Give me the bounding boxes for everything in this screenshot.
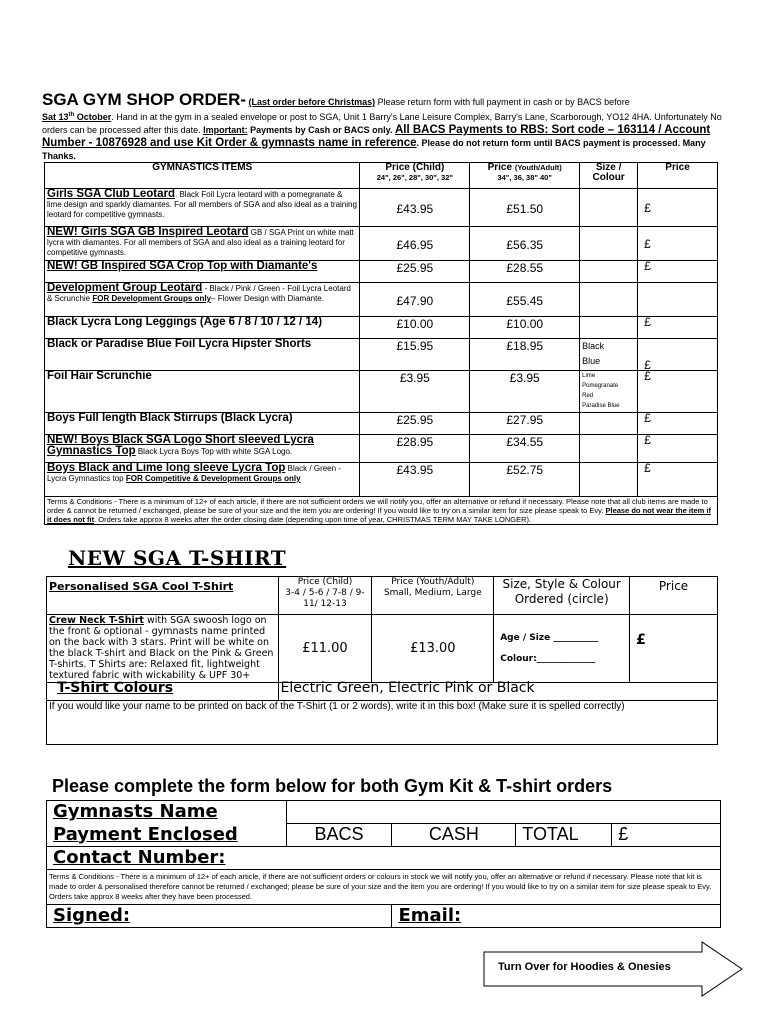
- tshirt-price-input[interactable]: £: [630, 615, 718, 683]
- tshirt-item-name: Personalised SGA Cool T-Shirt: [47, 577, 279, 615]
- tshirt-youth-head: Price (Youth/Adult) Small, Medium, Large: [372, 577, 494, 615]
- tshirt-size-head: Size, Style & Colour Ordered (circle): [494, 577, 630, 615]
- tshirt-price-head: Price: [630, 577, 718, 615]
- table-row: Black Lycra Long Leggings (Age 6 / 8 / 10 / 12 / 14) £10.00 £10.00 £: [45, 317, 718, 339]
- col-items: GYMNASTICS ITEMS: [45, 163, 360, 189]
- size-input[interactable]: Lime Pomegranate Red Paradise Blue: [580, 371, 638, 413]
- bacs-note: . Please do not return form until BACS payment is processed. Many Thanks.: [42, 138, 706, 161]
- page-title: SGA GYM SHOP ORDER-: [42, 90, 247, 109]
- price-input[interactable]: £: [638, 227, 718, 261]
- price-input[interactable]: £: [638, 261, 718, 283]
- order-form: [46, 800, 721, 928]
- email-field[interactable]: Email:: [392, 905, 721, 928]
- important-label: Important:: [203, 125, 248, 135]
- table-row: Girls SGA Club Leotard. Black Foil Lycra leotard with a pomegranate & lime design and sparkly diamantes. For all members of SGA and also ideal as a training leotard for competitive gymnasts. £43.95 £51.50 £: [45, 189, 718, 227]
- tshirt-size-input[interactable]: Age / Size __________ Colour:_____________: [494, 615, 630, 683]
- table-row: Boys Black and Lime long sleeve Lycra Top Black / Green - Lycra Gymnastics top FOR Competitive & Development Groups only £43.95 £52.75 £: [45, 463, 718, 497]
- order-header: [42, 90, 742, 163]
- form-terms: Terms & Conditions - There is a minimum of 12+ of each article, if there are not sufficient orders or colours in stock we will notify you, offer an alternative or refund if necessary. Please note that kit is made to order & personalised therefore cannot be returned / exchanged; please be sure of your size and the item you are ordering! If you would like to try on a similar item for size please speak to Evy. Orders take approx 8 weeks after they have been processed.: [47, 870, 721, 905]
- price-input[interactable]: £: [638, 317, 718, 339]
- cash-option[interactable]: CASH: [392, 824, 516, 847]
- tshirt-colours: Electric Green, Electric Pink or Black: [278, 683, 717, 701]
- bank-details: All BACS Payments to RBS: Sort code – 163114 / Account Number - 10876928 and use Kit Order & gymnasts name in reference: [42, 124, 711, 149]
- size-input[interactable]: [580, 283, 638, 317]
- deadline-date: Sat 13th October: [42, 112, 112, 122]
- price-input[interactable]: [638, 283, 718, 317]
- table-row: Black or Paradise Blue Foil Lycra Hipster Shorts £15.95 £18.95 Black Blue £: [45, 339, 718, 371]
- table-row: NEW! Boys Black SGA Logo Short sleeved Lycra Gymnastics Top Black Lycra Boys Top with white SGA Logo. £28.95 £34.55 £: [45, 435, 718, 463]
- form-heading: Please complete the form below for both Gym Kit & T-shirt orders: [52, 776, 613, 796]
- price-input[interactable]: £: [638, 435, 718, 463]
- table-row: NEW! Girls SGA GB Inspired Leotard GB / SGA Print on white matt lycra with diamantes. For all members of SGA and also ideal as a training leotard for competitive gymnasts. £46.95 £56.35 £: [45, 227, 718, 261]
- table-row: Development Group Leotard - Black / Pink / Green - Foil Lycra Leotard & Scrunchie FOR Development Groups only– Flower Design with Diamante. £47.90 £55.45: [45, 283, 718, 317]
- total-label: TOTAL: [516, 824, 612, 847]
- table-row: Boys Full length Black Stirrups (Black Lycra) £25.95 £27.95 £: [45, 413, 718, 435]
- col-child: Price (Child) 24", 26", 28", 30", 32": [360, 163, 470, 189]
- size-input[interactable]: [580, 317, 638, 339]
- tshirt-title: NEW SGA T-SHIRT: [68, 546, 287, 570]
- col-size: Size / Colour: [580, 163, 638, 189]
- price-input[interactable]: £: [638, 371, 718, 413]
- delivery-text: . Hand in at the gym in a sealed envelope or post to SGA, Unit 1 Barry's Lane Leisure Complex, Barry's Lane, Scarborough, YO12 4HA. Unfortunately No orders can be processed after this date.: [42, 112, 722, 135]
- contact-number-field[interactable]: Contact Number:: [47, 847, 721, 870]
- tshirt-child-head: Price (Child) 3-4 / 5-6 / 7-8 / 9-11/ 12-13: [278, 577, 372, 615]
- last-order-note: (Last order before Christmas): [248, 97, 376, 107]
- size-input[interactable]: [580, 227, 638, 261]
- col-youth: Price (Youth/Adult) 34", 36, 38" 40": [470, 163, 580, 189]
- col-price: Price: [638, 163, 718, 189]
- gymnast-name-field[interactable]: [286, 801, 720, 824]
- size-input[interactable]: [580, 413, 638, 435]
- tshirt-youth-price: £13.00: [372, 615, 494, 683]
- size-input[interactable]: [580, 463, 638, 497]
- signed-field[interactable]: Signed:: [47, 905, 392, 928]
- total-field[interactable]: £: [612, 824, 721, 847]
- terms-conditions: Terms & Conditions - There is a minimum of 12+ of each article, if there are not sufficient orders we will notify you, offer an alternative or refund if necessary. Please note that all club items are made to order & cannot be returned / exchanged, please be sure of your size and the item you are ordering! If you would like to try on a similar item for size please speak to Evy. Please do not wear the item if it does not fit. Orders take approx 8 weeks after the order closing date (depending upon time of year, CHRISTMAS TERM MAY TAKE LONGER).: [45, 497, 718, 525]
- price-input[interactable]: £: [638, 413, 718, 435]
- payments-note: Payments by Cash or BACS only.: [247, 125, 395, 135]
- price-input[interactable]: £: [638, 463, 718, 497]
- name-print-box[interactable]: If you would like your name to be printed on back of the T-Shirt (1 or 2 words), write it in this box! (Make sure it is spelled correctly): [47, 701, 718, 745]
- gymnastics-items-table: [44, 162, 718, 525]
- price-input[interactable]: £: [638, 189, 718, 227]
- payment-label: Payment Enclosed: [47, 824, 287, 847]
- tshirt-colours-label: T-Shirt Colours: [47, 683, 279, 701]
- turn-over-arrow: [482, 940, 744, 998]
- table-row: Foil Hair Scrunchie £3.95 £3.95 Lime Pomegranate Red Paradise Blue £: [45, 371, 718, 413]
- turn-over-text: Turn Over for Hoodies & Onesies: [498, 961, 671, 973]
- size-input[interactable]: [580, 435, 638, 463]
- size-input[interactable]: Black Blue: [580, 339, 638, 371]
- intro-text: Please return form with full payment in cash or by BACS before: [375, 97, 630, 107]
- size-input[interactable]: [580, 189, 638, 227]
- bacs-option[interactable]: BACS: [286, 824, 392, 847]
- tshirt-table: [46, 576, 718, 745]
- tshirt-child-price: £11.00: [278, 615, 372, 683]
- table-row: NEW! GB Inspired SGA Crop Top with Diamante's £25.95 £28.55 £: [45, 261, 718, 283]
- price-input[interactable]: £: [638, 339, 718, 371]
- tshirt-description: Crew Neck T-Shirt with SGA swoosh logo on the front & optional - gymnasts name printed on the back with 3 stars. Print will be white on the black T-shirt and Black on the Pink & Green T-shirts. T Shirts are: Relaxed fit, lightweight textured fabric with wickability & UPF 30+: [47, 615, 279, 683]
- gymnast-name-label: Gymnasts Name: [47, 801, 287, 824]
- size-input[interactable]: [580, 261, 638, 283]
